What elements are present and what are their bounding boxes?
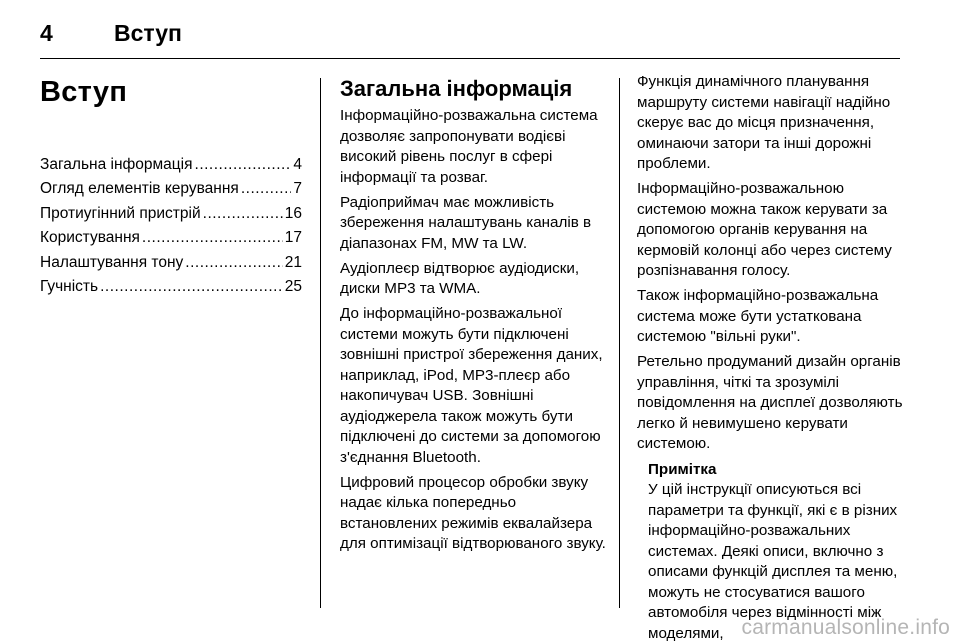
toc-entry-page: 7 (293, 177, 302, 201)
body-paragraph: Радіоприймач має можливість збереження налаштувань каналів в діапазонах FM, MW та LW. (340, 193, 606, 255)
body-paragraph: Функція динамічного планування маршруту системи навігації надійно скерує вас до місця призначення, оминаючи затори та інші дорожні проблеми. (637, 72, 905, 175)
toc-entry-title: Налаштування тону (40, 251, 183, 275)
toc-entry-title: Огляд елементів керування (40, 177, 239, 201)
table-of-contents (40, 153, 302, 299)
body-paragraph: Аудіоплеєр відтворює аудіодиски, диски MP3 та WMA. (340, 259, 606, 300)
body-paragraph: Інформаційно-розважальною системою можна також керувати за допомогою органів керування на кермовій колонці або через систему розпізнавання голосу. (637, 179, 905, 282)
column-divider (320, 78, 321, 608)
toc-entry-page: 16 (285, 202, 302, 226)
toc-entry-page: 21 (285, 251, 302, 275)
watermark: carmanualsonline.info (742, 616, 951, 640)
column-divider (619, 78, 620, 608)
section-column-left (340, 72, 606, 559)
note-title: Примітка (648, 460, 905, 481)
body-paragraph: Також інформаційно-розважальна система може бути устаткована системою "вільні руки". (637, 286, 905, 348)
toc-entry[interactable] (40, 177, 302, 201)
body-paragraph: До інформаційно-розважальної системи можуть бути підключені зовнішні пристрої збереження даних, наприклад, iPod, MP3-плеєр або накопичувач USB. Зовнішні аудіоджерела також можуть бути підключені до системи за допомогою з'єднання Bluetooth. (340, 304, 606, 468)
toc-entry-page: 17 (285, 226, 302, 250)
note-text: У цій інструкції описуються всі параметри та функції, які є в різних інформаційно-розважальних системах. Деякі описи, включно з описами функцій дисплея та меню, можуть не стосуватися вашого автомобіля через відмінності між моделями, (648, 480, 905, 644)
toc-entry[interactable] (40, 226, 302, 250)
toc-entry[interactable] (40, 251, 302, 275)
toc-entry[interactable] (40, 275, 302, 299)
page-number: 4 (40, 20, 53, 47)
running-title: Вступ (114, 20, 182, 47)
toc-entry[interactable] (40, 153, 302, 177)
toc-entry[interactable] (40, 202, 302, 226)
toc-entry-title: Користування (40, 226, 140, 250)
toc-entry-page: 25 (285, 275, 302, 299)
body-paragraph: Цифровий процесор обробки звуку надає кілька попередньо встановлених режимів еквалайзера для оптимізації відтворюваного звуку. (340, 473, 606, 555)
toc-entry-title: Загальна інформація (40, 153, 193, 177)
chapter-column (40, 72, 302, 299)
body-paragraph: Інформаційно-розважальна система дозволяє запропонувати водієві високий рівень послуг в сфері інформації та розваг. (340, 106, 606, 188)
toc-entry-page: 4 (293, 153, 302, 177)
toc-entry-title: Гучність (40, 275, 98, 299)
body-paragraph: Ретельно продуманий дизайн органів управління, чіткі та зрозумілі повідомлення на дисплеї дозволяють легко й невимушено керувати системою. (637, 352, 905, 455)
section-column-right (637, 72, 905, 644)
section-title: Загальна інформація (340, 76, 606, 102)
toc-entry-title: Протиугінний пристрій (40, 202, 201, 226)
page-header (40, 14, 900, 59)
chapter-title: Вступ (40, 76, 302, 109)
